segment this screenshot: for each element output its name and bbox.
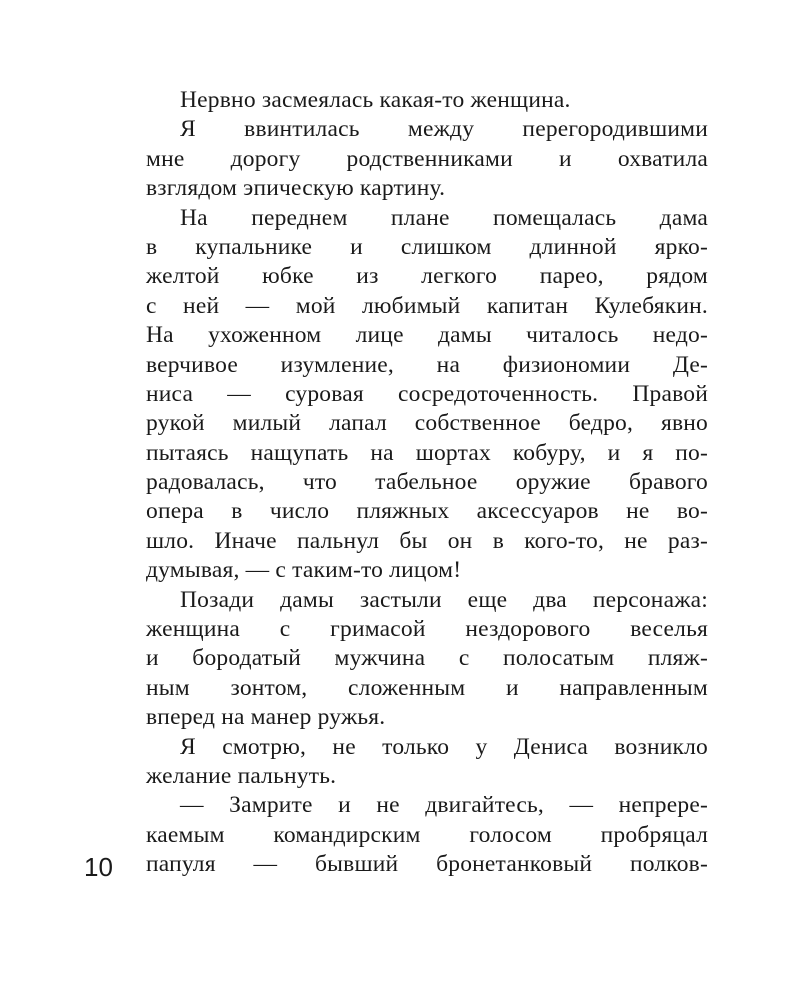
text-line: желтой юбке из легкого парео, рядом: [146, 263, 708, 290]
text-line: и бородатый мужчина с полосатым пляж-: [146, 645, 708, 672]
text-line: папуля — бывший бронетанковый полков-: [146, 851, 708, 878]
text-line: Нервно засмеялась какая-то женщина.: [180, 87, 571, 113]
text-line: Я смотрю, не только у Дениса возникло: [180, 733, 708, 760]
text-line: — Замрите и не двигайтесь, — непрере-: [180, 792, 708, 819]
text-line: радовалась, что табельное оружие бравого: [146, 469, 708, 496]
text-line: мне дорогу родственниками и охватила: [146, 145, 708, 172]
text-line: каемым командирским голосом пробряцал: [146, 821, 708, 848]
text-line: желание пальнуть.: [146, 762, 337, 789]
text-line: в купальнике и слишком длинной ярко-: [146, 233, 708, 260]
text-line: женщина с гримасой нездорового веселья: [146, 616, 708, 643]
text-line: ным зонтом, сложенным и направленным: [146, 674, 708, 701]
text-line: шло. Иначе пальнул бы он в кого-то, не раз-: [146, 527, 708, 554]
page-number: 10: [84, 852, 113, 882]
text-line: рукой милый лапал собственное бедро, явно: [146, 410, 708, 437]
text-line: ниса — суровая сосредоточенность. Правой: [146, 380, 708, 407]
text-line: Позади дамы застыли еще два персонажа:: [180, 586, 708, 613]
text-line: вперед на манер ружья.: [146, 704, 386, 731]
text-line: думывая, — с таким-то лицом!: [146, 557, 462, 584]
text-line: На ухоженном лице дамы читалось недо-: [146, 322, 708, 349]
body-text: [146, 86, 708, 880]
text-line: опера в число пляжных аксессуаров не во-: [146, 498, 708, 525]
text-line: взглядом эпическую картину.: [146, 175, 446, 202]
text-line: На переднем плане помещалась дама: [180, 204, 708, 231]
text-line: Я ввинтилась между перегородившими: [180, 116, 708, 143]
text-line: с ней — мой любимый капитан Кулебякин.: [146, 292, 708, 319]
text-line: верчивое изумление, на физиономии Де-: [146, 351, 708, 378]
text-line: пытаясь нащупать на шортах кобуру, и я по-: [146, 439, 708, 466]
